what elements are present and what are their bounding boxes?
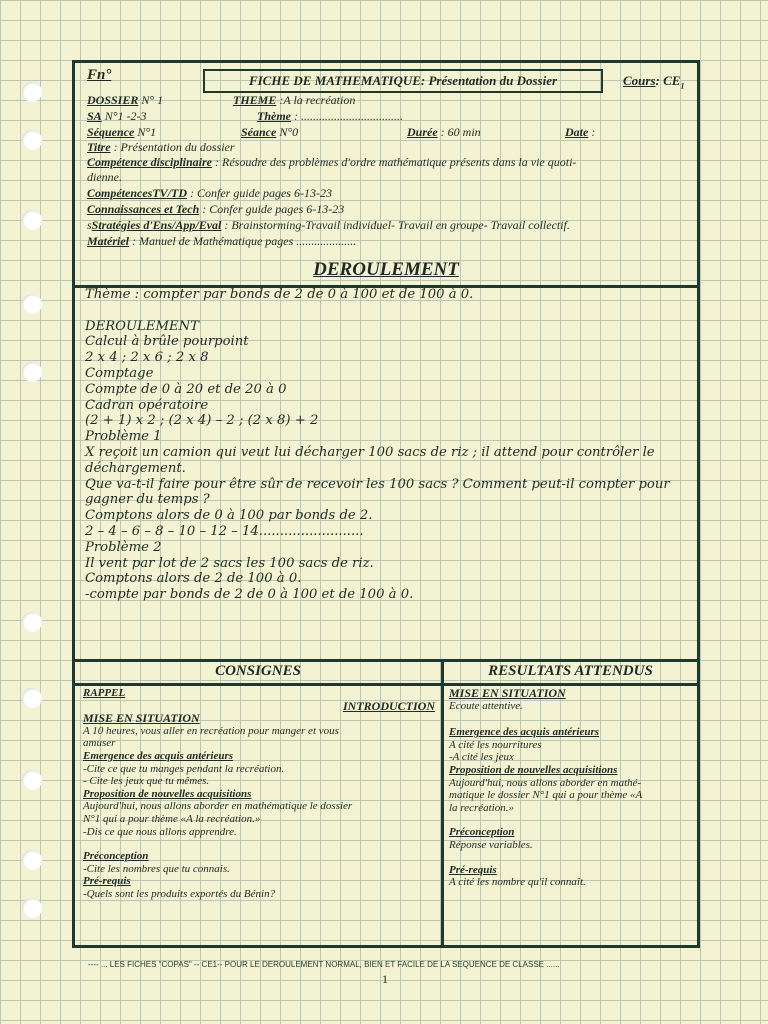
page-number: 1 [382, 972, 388, 986]
seance-label: Séance [241, 125, 277, 139]
res-proposition-text: la recréation.» [449, 801, 514, 814]
competence-line [87, 155, 576, 170]
deroulement-line: Comptage [85, 365, 154, 381]
res-mise-text: Ecoute attentive. [449, 699, 523, 712]
deroulement-line: 2 – 4 – 6 – 8 – 10 – 12 – 14......................... [85, 523, 364, 539]
emergence-label: Emergence des acquis antérieurs [83, 749, 234, 762]
emergence-text: - Cite les jeux que tu mêmes. [83, 775, 210, 788]
seance-value: N°0 [276, 125, 299, 139]
fiche-number: Fn° [87, 67, 112, 83]
lesson-sheet [72, 60, 700, 948]
res-proposition-text: Aujourd'hui, nous allons aborder en mathé- [449, 776, 642, 789]
resultats-heading: RESULTATS ATTENDUS [488, 663, 653, 679]
strategies-label: Stratégies d'Ens/App/Eval [91, 218, 222, 232]
strategies-line [87, 218, 570, 233]
deroulement-line: Comptons alors de 0 à 100 par bonds de 2. [85, 508, 373, 524]
binder-hole [22, 82, 42, 102]
deroulement-line: Cadran opératoire [85, 397, 209, 413]
date-label: Date [565, 125, 589, 139]
column-divider [441, 659, 444, 945]
deroulement-line: Problème 1 [85, 429, 162, 445]
res-proposition-text: matique le dossier N°1 qui a pour thème «A [449, 789, 643, 802]
competences-tv-label: CompétencesTV/TD [87, 186, 187, 200]
binder-hole [22, 362, 42, 382]
preconception-label: Préconception [83, 850, 149, 863]
theme-label: THEME [233, 93, 277, 107]
binder-hole [22, 688, 42, 708]
duree-label: Durée [407, 125, 438, 139]
res-emergence-text: -A cité les jeux [449, 751, 514, 764]
preconception-text: -Cite les nombres que tu connais. [83, 862, 230, 875]
deroulement-line: X reçoit un camion qui veut lui décharger 100 sacs de riz ; il attend pour contrôler le [85, 444, 655, 460]
divider [75, 683, 697, 686]
deroulement-line: Compte de 0 à 20 et de 20 à 0 [85, 381, 287, 397]
dossier-label: DOSSIER [87, 93, 139, 107]
theme2-line [257, 109, 403, 124]
deroulement-line: Calcul à brûle pourpoint [85, 334, 249, 350]
prerequis-text: -Quels sont les produits exportés du Bénin? [83, 887, 276, 900]
proposition-text: N°1 qui a pour thème «A la recréation.» [83, 812, 261, 825]
sa-label: SA [87, 109, 102, 123]
resultats-column [449, 687, 691, 889]
deroulement-line: gagner du temps ? [85, 492, 210, 508]
strategies-prefix: s [87, 218, 92, 232]
sequence-label: Séquence [87, 125, 135, 139]
titre-value: : Présentation du dossier [110, 140, 235, 154]
sa-value: N°1 -2-3 [101, 109, 147, 123]
duree-value: : 60 min [437, 125, 481, 139]
binder-hole [22, 210, 42, 230]
theme-value: :A la recréation [276, 93, 356, 107]
theme2-label: Thème [257, 109, 291, 123]
deroulement-line: 2 x 4 ; 2 x 6 ; 2 x 8 [85, 350, 209, 366]
cours-field [623, 73, 684, 91]
dossier-line [87, 93, 163, 108]
sheet-title: FICHE DE MATHEMATIQUE: Présentation du Dossier [203, 69, 603, 93]
res-preconception-text: Réponse variables. [449, 838, 533, 851]
deroulement-line: déchargement. [85, 460, 186, 476]
competences-tv-line [87, 186, 332, 201]
mise-label: MISE EN SITUATION [83, 711, 200, 726]
connaissances-label: Connaissances et Tech [87, 202, 200, 216]
binder-hole [22, 770, 42, 790]
deroulement-line: -compte par bonds de 2 de 0 à 100 et de 100 à 0. [85, 587, 414, 603]
mise-text: A 10 heures, vous aller en recréation pour manger et vous [83, 724, 339, 737]
titre-line [87, 140, 235, 155]
connaissances-line [87, 202, 344, 217]
binder-hole [22, 850, 42, 870]
deroulement-body [85, 287, 691, 603]
deroulement-line: Il vent par lot de 2 sacs les 100 sacs de riz. [85, 555, 374, 571]
consignes-column [83, 687, 435, 901]
introduction-label: INTRODUCTION [342, 698, 435, 713]
theme2-value: : .................................. [291, 109, 403, 123]
duree-line [407, 125, 481, 140]
date-line [565, 125, 595, 140]
deroulement-line: Problème 2 [85, 539, 162, 555]
res-prerequis-label: Pré-requis [449, 863, 497, 876]
deroulement-heading: DEROULEMENT [313, 259, 459, 280]
competence-line-2: dienne. [87, 170, 122, 184]
theme-line [233, 93, 355, 108]
connaissances-value: : Confer guide pages 6-13-23 [199, 202, 345, 216]
mise-text: amuser [83, 737, 116, 750]
deroulement-line: Comptons alors de 2 de 100 à 0. [85, 571, 302, 587]
deroulement-line: Thème : compter par bonds de 2 de 0 à 100 et de 100 à 0. [85, 287, 474, 302]
proposition-text: Aujourd'hui, nous allons aborder en mathématique le dossier [83, 800, 353, 813]
sequence-value: N°1 [134, 125, 157, 139]
res-proposition-label: Proposition de nouvelles acquisitions [449, 763, 618, 776]
dossier-value: N° 1 [138, 93, 164, 107]
titre-label: Titre [87, 140, 111, 154]
materiel-line [87, 234, 356, 249]
materiel-value: : Manuel de Mathématique pages .................... [129, 234, 357, 248]
seance-line [241, 125, 298, 140]
materiel-label: Matériel [87, 234, 129, 248]
date-value: : [588, 125, 596, 139]
res-emergence-label: Emergence des acquis antérieurs [449, 726, 600, 739]
binder-hole [22, 294, 42, 314]
res-preconception-label: Préconception [449, 826, 515, 839]
proposition-label: Proposition de nouvelles acquisitions [83, 787, 252, 800]
deroulement-line [85, 303, 691, 319]
emergence-text: -Cite ce que tu manges pendant la recréation. [83, 762, 285, 775]
res-mise-label: MISE EN SITUATION [449, 686, 566, 700]
consignes-heading: CONSIGNES [215, 663, 301, 679]
competence-value: : Résoudre des problèmes d'ordre mathématique présents dans la vie quoti- [212, 155, 577, 169]
divider [75, 659, 697, 662]
res-emergence-text: A cité les nourritures [449, 738, 542, 751]
rappel-label: RAPPEL [83, 687, 126, 699]
binder-hole [22, 130, 42, 150]
strategies-value: : Brainstorming-Travail individuel- Travail en groupe- Travail collectif. [221, 218, 570, 232]
competence-label: Compétence disciplinaire [87, 155, 212, 169]
res-prerequis-text: A cité les nombre qu'il connaît. [449, 876, 586, 889]
sa-line [87, 109, 146, 124]
footer-text: ---- ... LES FICHES "COPAS" -- CE1-- POUR LE DEROULEMENT NORMAL, BIEN ET FACILE DE LA SEQUENCE DE CLASSE ...... [88, 960, 560, 969]
deroulement-line: (2 + 1) x 2 ; (2 x 4) – 2 ; (2 x 8) + 2 [85, 413, 319, 429]
prerequis-label: Pré-requis [83, 875, 131, 888]
header-block [75, 63, 697, 259]
cours-sub: 1 [680, 81, 685, 91]
cours-label: Cours [623, 73, 656, 88]
deroulement-line: Que va-t-il faire pour être sûr de recevoir les 100 sacs ? Comment peut-il compter pour [85, 476, 670, 492]
binder-hole [22, 612, 42, 632]
proposition-text: -Dis ce que nous allons apprendre. [83, 825, 237, 838]
cours-value: : CE [655, 73, 681, 88]
sequence-line [87, 125, 156, 140]
deroulement-line: DEROULEMENT [85, 318, 199, 334]
binder-hole [22, 898, 42, 918]
competences-tv-value: : Confer guide pages 6-13-23 [186, 186, 332, 200]
